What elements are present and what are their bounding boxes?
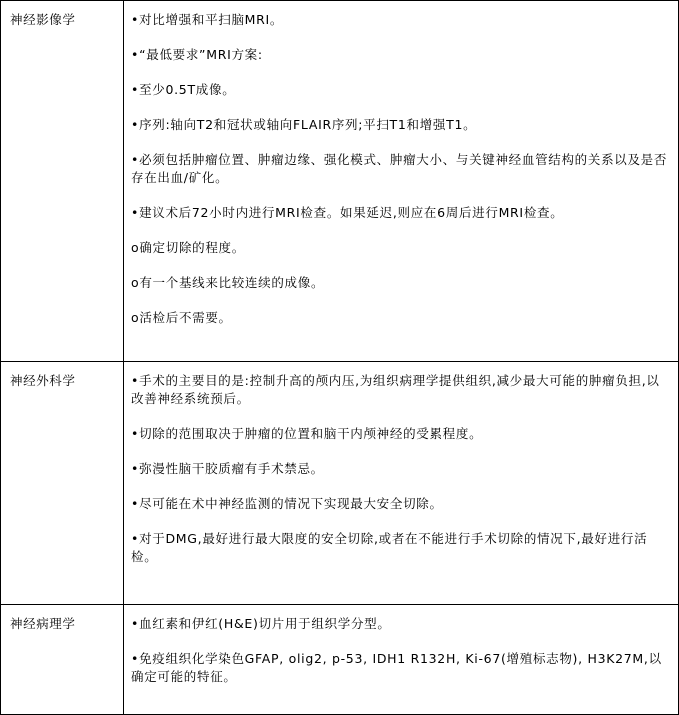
list-item: •“最低要求”MRI方案: [131,47,263,62]
table-row-neuroimaging [1,1,679,362]
sub-list-item: o有一个基线来比较连续的成像。 [131,275,325,290]
sub-list-item: o活检后不需要。 [131,310,232,325]
table-row-neurosurgery [1,362,679,605]
row-label-cell [1,605,124,715]
row-label-cell [1,362,124,605]
row-label-neurosurgery: 神经外科学 [10,373,76,388]
row-content-cell [124,362,679,605]
list-item: •序列:轴向T2和冠状或轴向FLAIR序列;平扫T1和增强T1。 [131,117,477,132]
list-item: •建议术后72小时内进行MRI检查。如果延迟,则应在6周后进行MRI检查。 [131,205,564,220]
list-item: •手术的主要目的是:控制升高的颅内压,为组织病理学提供组织,减少最大可能的肿瘤负担,以改善神经系统预后。 [131,373,660,406]
list-item: •免疫组织化学染色GFAP, olig2, p-53, IDH1 R132H, Ki-67(增殖标志物), H3K27M,以确定可能的特征。 [131,651,662,684]
row-label-cell [1,1,124,362]
list-item: •对比增强和平扫脑MRI。 [131,12,284,27]
sub-list-item: o确定切除的程度。 [131,240,245,255]
list-item: •切除的范围取决于肿瘤的位置和脑干内颅神经的受累程度。 [131,426,483,441]
row-content-cell [124,605,679,715]
list-item: •对于DMG,最好进行最大限度的安全切除,或者在不能进行手术切除的情况下,最好进行活检。 [131,531,648,564]
row-content-cell [124,1,679,362]
list-item: •必须包括肿瘤位置、肿瘤边缘、强化模式、肿瘤大小、与关键神经血管结构的关系以及是否存在出血/矿化。 [131,152,668,185]
row-label-neuropathology: 神经病理学 [10,616,76,631]
list-item: •血红素和伊红(H&E)切片用于组织学分型。 [131,616,391,631]
table-row-neuropathology [1,605,679,715]
list-item: •至少0.5T成像。 [131,82,236,97]
list-item: •尽可能在术中神经监测的情况下实现最大安全切除。 [131,496,443,511]
row-label-neuroimaging: 神经影像学 [10,12,76,27]
list-item: •弥漫性脑干胶质瘤有手术禁忌。 [131,461,324,476]
